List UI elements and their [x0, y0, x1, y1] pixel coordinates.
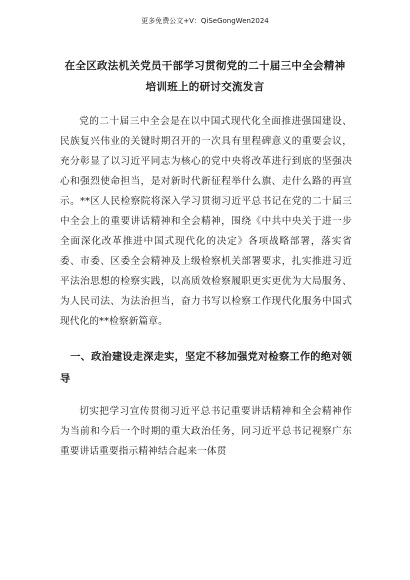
- document-title: 在全区政法机关党员干部学习贯彻党的二十届三中全会精神培训班上的研讨交流发言: [64, 60, 346, 93]
- paragraph-section-1: 切实把学习宣传贯彻习近平总书记重要讲话精神和全会精神作为当前和今后一个时期的重大政治任务，同习近平总书记视察广东重要讲话重要指示精神结合起来一体贯: [60, 406, 352, 457]
- spacer: [60, 390, 352, 402]
- document-body: [60, 112, 352, 462]
- header-note: 更多免费公文+V：QiSeGongWen2024: [141, 17, 269, 25]
- paragraph-intro: 党的二十届三中全会是在以中国式现代化全面推进强国建设、民族复兴伟业的关键时期召开的一次具有里程碑意义的重要会议，充分彰显了以习近平同志为核心的党中央将改革进行到底的坚强决心和强烈使命担当，是对新时代新征程举什么旗、走什么路的再宣示。**区人民检察院将深入学习贯彻习近平总书记在党的二十届三中全会上的重要讲话精神和全会精神，围绕《中共中央关于进一步全面深化改革推进中国式现代化的决定》各项战略部署，落实省委、市委、区委全会精神及上级检察机关部署要求，扎实推进习近平法治思想的检察实践，以高质效检察履职更实更优为大局服务、为人民司法、为法治担当，奋力书写以检察工作现代化服务中国式现代化的**检察新篇章。: [60, 116, 352, 327]
- section-heading-1: 一、政治建设走深走实，坚定不移加强党对检察工作的绝对领导: [60, 351, 352, 385]
